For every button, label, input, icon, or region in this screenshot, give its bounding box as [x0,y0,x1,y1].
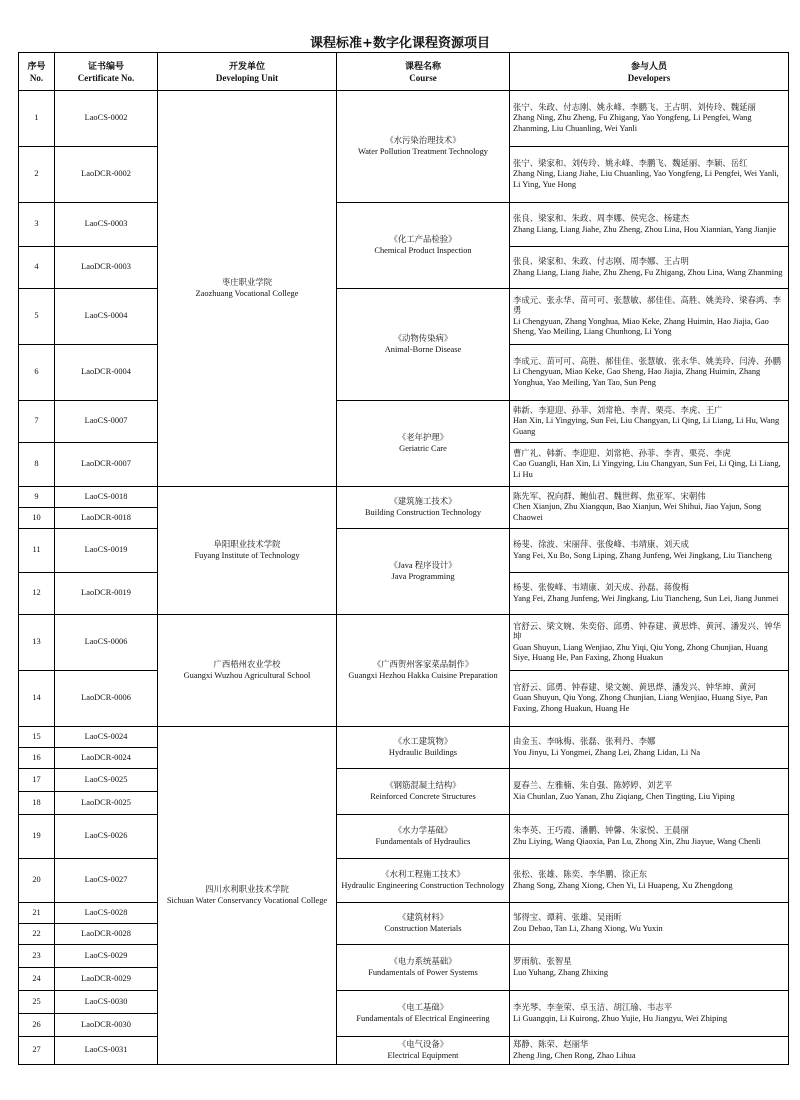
course-cell: 《广西贺州客家菜品制作》 Guangxi Hezhou Hakka Cuisine Preparation [337,615,510,727]
course-cell: 《钢筋混凝土结构》 Reinforced Concrete Structures [337,769,510,815]
developers-cell: 张良、梁家和、朱政、付志刚、周李娜、王占明 Zhang Liang, Liang Jiahe, Zhu Zheng, Fu Zhigang, Zhou Lina, Wang Zhanming [510,247,789,289]
developers-cell: 杨斐、张俊峰、韦靖康、刘天成、孙磊、蒋俊梅 Yang Fei, Zhang Junfeng, Wei Jingkang, Liu Tiancheng, Sun Lei, Jiang Junmei [510,573,789,615]
developers-cell: 李光琴、李奎荣、卓玉洁、胡江瑜、韦志平 Li Guangqin, Li Kuirong, Zhuo Yujie, Hu Jiangyu, Wei Zhiping [510,991,789,1037]
row-no: 17 [19,769,55,792]
row-no: 11 [19,529,55,573]
row-cert: LaoDCR-0006 [55,671,158,727]
row-no: 4 [19,247,55,289]
row-cert: LaoDCR-0029 [55,968,158,991]
table-row [19,815,789,859]
row-no: 8 [19,443,55,487]
developers-cell: 韩新、李迎迎、孙菲、刘常艳、李青、栗亮、李虎、王广 Han Xin, Li Yingying, Sun Fei, Liu Changyan, Li Qing, Li Liang, Li Hu, Wang Guang [510,401,789,443]
course-cell: 《建筑施工技术》 Building Construction Technology [337,487,510,529]
unit-cell: 枣庄职业学院 Zaozhuang Vocational College [158,91,337,487]
table-row [19,727,789,748]
row-cert: LaoDCR-0003 [55,247,158,289]
table-row [19,289,789,345]
developers-cell: 李成元、张永华、苗可可、张慧敏、郝佳佳、高胜、姚美玲、梁春鸿、李勇 Li Chengyuan, Zhang Yonghua, Miao Keke, Zhang Huimin, Hao Jiajia, Gao Sheng, Yao Meiling, Liang Chunhong, Li Yong [510,289,789,345]
course-cell: 《老年护理》 Geriatric Care [337,401,510,487]
row-no: 1 [19,91,55,147]
col-header-unit: 开发单位 Developing Unit [158,53,337,91]
course-cell: 《水污染治理技术》 Water Pollution Treatment Technology [337,91,510,203]
developers-cell: 张宁、梁家和、刘传玲、姚永峰、李鹏飞、魏延丽、李颖、岳红 Zhang Ning, Liang Jiahe, Liu Chuanling, Yao Yongfeng, Li Pengfei, Wei Yanli, Li Ying, Yue Hong [510,147,789,203]
row-cert: LaoCS-0018 [55,487,158,508]
row-no: 3 [19,203,55,247]
course-cell: 《水利工程施工技术》 Hydraulic Engineering Construction Technology [337,859,510,903]
row-cert: LaoCS-0026 [55,815,158,859]
developers-cell: 张松、张雄、陈奕、李华鹏、徐正东 Zhang Song, Zhang Xiong, Chen Yi, Li Huapeng, Xu Zhengdong [510,859,789,903]
table-row [19,859,789,903]
table-row [19,529,789,573]
course-cell: 《Java 程序设计》 Java Programming [337,529,510,615]
row-cert: LaoDCR-0024 [55,748,158,769]
developers-cell: 夏春兰、左雅楠、朱自强、陈婷婷、刘艺平 Xia Chunlan, Zuo Yanan, Zhu Ziqiang, Chen Tingting, Liu Yiping [510,769,789,815]
unit-cell: 四川水利职业技术学院 Sichuan Water Conservancy Vocational College [158,727,337,1065]
course-cell: 《化工产品检验》 Chemical Product Inspection [337,203,510,289]
row-cert: LaoDCR-0002 [55,147,158,203]
table-row [19,91,789,147]
row-cert: LaoDCR-0025 [55,792,158,815]
row-no: 24 [19,968,55,991]
row-cert: LaoDCR-0018 [55,508,158,529]
row-no: 19 [19,815,55,859]
table-row [19,203,789,247]
course-cell: 《电力系统基础》 Fundamentals of Power Systems [337,945,510,991]
row-no: 10 [19,508,55,529]
table-row [19,903,789,924]
developers-cell: 官舒云、梁文婉、朱奕俗、邱勇、钟春建、黄思烨、黄河、潘发兴、钟华坤 Guan Shuyun, Liang Wenjiao, Zhu Yiqi, Qiu Yong, Zhong Chunjian, Huang Siye, Huang He, Pan Faxing, Zhong Huakun [510,615,789,671]
course-cell: 《水工建筑物》 Hydraulic Buildings [337,727,510,769]
table-row [19,991,789,1014]
row-no: 15 [19,727,55,748]
row-no: 26 [19,1014,55,1037]
col-header-no: 序号 No. [19,53,55,91]
row-no: 12 [19,573,55,615]
col-header-developers: 参与人员 Developers [510,53,789,91]
course-cell: 《电工基础》 Fundamentals of Electrical Engineering [337,991,510,1037]
row-cert: LaoCS-0003 [55,203,158,247]
row-cert: LaoCS-0004 [55,289,158,345]
developers-cell: 罗雨航、张智星 Luo Yuhang, Zhang Zhixing [510,945,789,991]
table-row [19,769,789,792]
row-cert: LaoCS-0002 [55,91,158,147]
table-row [19,615,789,671]
row-no: 22 [19,924,55,945]
row-no: 5 [19,289,55,345]
course-cell: 《建筑材料》 Construction Materials [337,903,510,945]
page-title: 课程标准+数字化课程资源项目 [310,36,490,51]
developers-cell: 曹广礼、韩新、李迎迎、刘常艳、孙菲、李青、栗亮、李虎 Cao Guangli, Han Xin, Li Yingying, Liu Changyan, Sun Fei, Li Qing, Li Liang, Li Hu [510,443,789,487]
row-no: 23 [19,945,55,968]
row-cert: LaoCS-0024 [55,727,158,748]
row-cert: LaoCS-0030 [55,991,158,1014]
table-row [19,1037,789,1065]
col-header-course: 课程名称 Course [337,53,510,91]
row-no: 6 [19,345,55,401]
row-cert: LaoDCR-0004 [55,345,158,401]
course-cell: 《水力学基础》 Fundamentals of Hydraulics [337,815,510,859]
row-no: 21 [19,903,55,924]
row-cert: LaoDCR-0007 [55,443,158,487]
developers-cell: 邹得宝、谭莉、张雄、吴雨昕 Zou Debao, Tan Li, Zhang Xiong, Wu Yuxin [510,903,789,945]
row-no: 7 [19,401,55,443]
row-cert: LaoCS-0027 [55,859,158,903]
row-no: 2 [19,147,55,203]
row-no: 20 [19,859,55,903]
row-no: 27 [19,1037,55,1065]
row-cert: LaoCS-0019 [55,529,158,573]
row-no: 18 [19,792,55,815]
developers-cell: 由金玉、李咏梅、张磊、张利丹、李娜 You Jinyu, Li Yongmei, Zhang Lei, Zhang Lidan, Li Na [510,727,789,769]
row-no: 14 [19,671,55,727]
col-header-cert: 证书编号 Certificate No. [55,53,158,91]
row-cert: LaoCS-0025 [55,769,158,792]
developers-cell: 张宁、朱政、付志刚、姚永峰、李鹏飞、王占明、刘传玲、魏延丽 Zhang Ning, Zhu Zheng, Fu Zhigang, Yao Yongfeng, Li Pengfei, Wang Zhanming, Liu Chuanling, Wei Yanli [510,91,789,147]
developers-cell: 杨斐、徐波、宋丽萍、张俊峰、韦靖康、刘天成 Yang Fei, Xu Bo, Song Liping, Zhang Junfeng, Wei Jingkang, Liu Tiancheng [510,529,789,573]
row-cert: LaoDCR-0028 [55,924,158,945]
developers-cell: 官舒云、邱勇、钟春建、梁文婉、黄思烨、潘发兴、钟华坤、黄河 Guan Shuyun, Qiu Yong, Zhong Chunjian, Liang Wenjiao, Huang Siye, Pan Faxing, Zhong Huakun, Huang He [510,671,789,727]
row-no: 25 [19,991,55,1014]
row-cert: LaoCS-0031 [55,1037,158,1065]
row-cert: LaoDCR-0030 [55,1014,158,1037]
developers-cell: 朱李英、王巧霞、潘鹏、钟馨、朱家悦、王晨丽 Zhu Liying, Wang Qiaoxia, Pan Lu, Zhong Xin, Zhu Jiayue, Wang Chenli [510,815,789,859]
course-cell: 《动物传染病》 Animal-Borne Disease [337,289,510,401]
developers-cell: 张良、梁家和、朱政、周李娜、侯宪念、杨建杰 Zhang Liang, Liang Jiahe, Zhu Zheng, Zhou Lina, Hou Xiannian, Yang Jianjie [510,203,789,247]
row-cert: LaoDCR-0019 [55,573,158,615]
unit-cell: 广西梧州农业学校 Guangxi Wuzhou Agricultural School [158,615,337,727]
table-row [19,945,789,968]
row-cert: LaoCS-0006 [55,615,158,671]
developers-cell: 陈先军、祝向群、鲍仙君、魏世辉、焦亚军、宋朝伟 Chen Xianjun, Zhu Xiangqun, Bao Xianjun, Wei Shihui, Jiao Yajun, Song Chaowei [510,487,789,529]
row-cert: LaoCS-0029 [55,945,158,968]
row-cert: LaoCS-0007 [55,401,158,443]
unit-cell: 阜阳职业技术学院 Fuyang Institute of Technology [158,487,337,615]
row-no: 13 [19,615,55,671]
developers-cell: 郑静、陈荣、赵丽华 Zheng Jing, Chen Rong, Zhao Lihua [510,1037,789,1065]
header-row [19,53,789,91]
row-cert: LaoCS-0028 [55,903,158,924]
row-no: 16 [19,748,55,769]
table-row [19,487,789,508]
row-no: 9 [19,487,55,508]
developers-cell: 李成元、苗可可、高胜、郝佳佳、张慧敏、张永华、姚美玲、闫涛、孙鹏 Li Chengyuan, Miao Keke, Gao Sheng, Hao Jiajia, Zhang Huimin, Zhang Yonghua, Yao Meiling, Yan Tao, Sun Peng [510,345,789,401]
project-table [18,52,789,1065]
table-row [19,401,789,443]
course-cell: 《电气设备》 Electrical Equipment [337,1037,510,1065]
